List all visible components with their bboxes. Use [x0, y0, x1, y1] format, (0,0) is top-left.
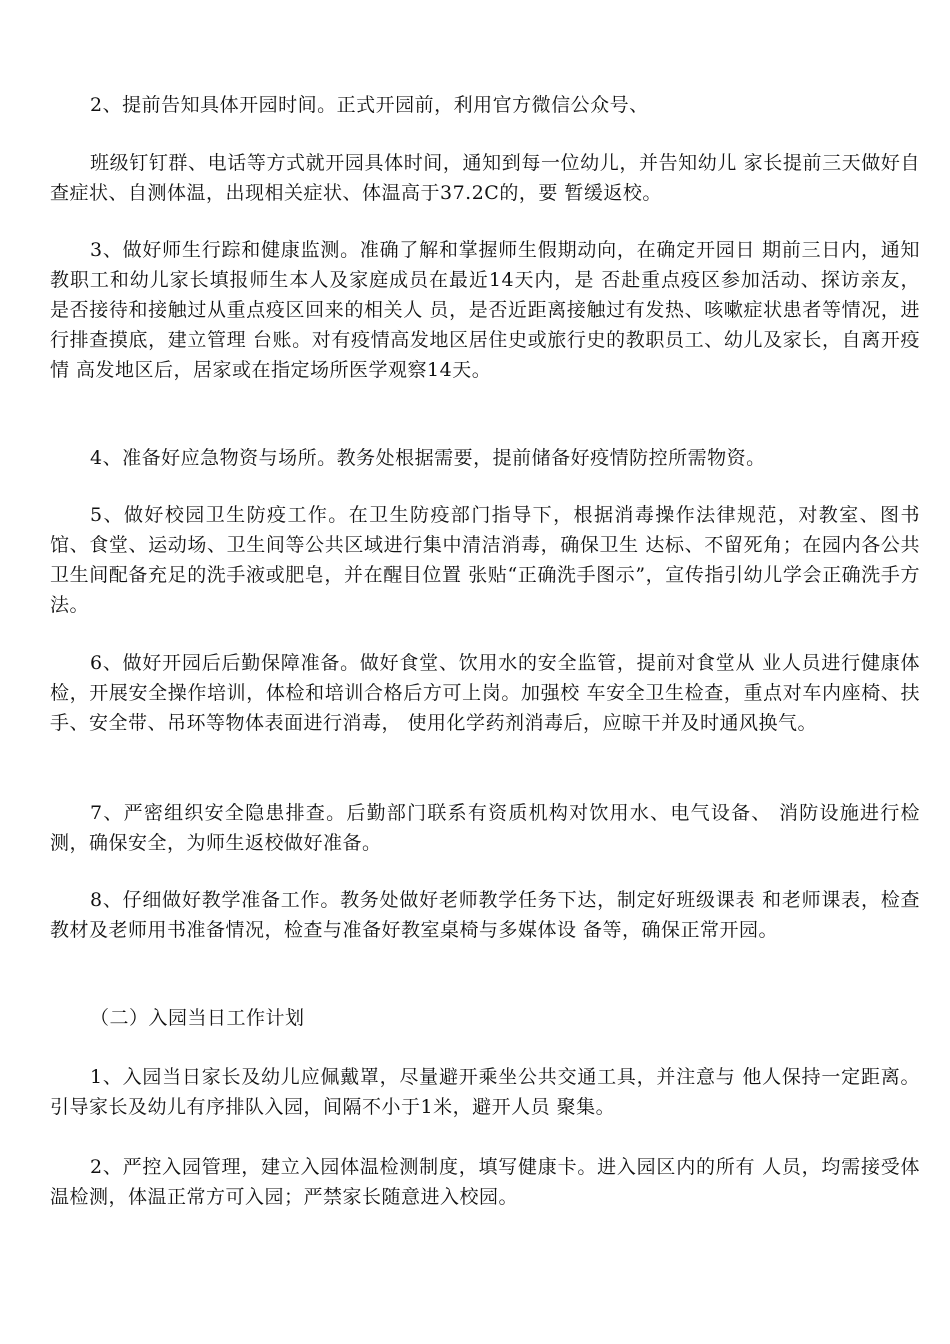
- paragraph-item-2-continued: 班级钉钉群、电话等方式就开园具体时间，通知到每一位幼儿，并告知幼儿 家长提前三天做好自查症状、自测体温，出现相关症状、体温高于37.2C的，要 暂缓返校。: [50, 152, 920, 204]
- section-heading-entry-day: （二）入园当日工作计划: [90, 1007, 305, 1029]
- paragraph-item-4: 4、准备好应急物资与场所。教务处根据需要，提前储备好疫情防控所需物资。: [90, 447, 766, 469]
- paragraph-item-8: 8、仔细做好教学准备工作。教务处做好老师教学任务下达，制定好班级课表 和老师课表，检查教材及老师用书准备情况，检查与准备好教室桌椅与多媒体设 备等，确保正常开园。: [50, 889, 920, 941]
- paragraph-item-6: 6、做好开园后后勤保障准备。做好食堂、饮用水的安全监管，提前对食堂从 业人员进行健康体检，开展安全操作培训，体检和培训合格后方可上岗。加强校 车安全卫生检查，重点对车内座椅、扶手、安全带、吊环等物体表面进行消毒， 使用化学药剂消毒后，应晾干并及时通风换气。: [50, 652, 920, 734]
- paragraph-item-5: 5、做好校园卫生防疫工作。在卫生防疫部门指导下，根据消毒操作法律规范，对教室、图书馆、食堂、运动场、卫生间等公共区域进行集中清洁消毒，确保卫生 达标、不留死角；在园内各公共卫生间配备充足的洗手液或肥皂，并在醒目位置 张贴“正确洗手图示”，宣传指引幼儿学会正确洗手方法。: [50, 504, 920, 616]
- paragraph-entry-item-2: 2、严控入园管理，建立入园体温检测制度，填写健康卡。进入园区内的所有 人员，均需接受体温检测，体温正常方可入园；严禁家长随意进入校园。: [50, 1156, 920, 1208]
- paragraph-item-2: 2、提前告知具体开园时间。正式开园前，利用官方微信公众号、: [90, 94, 649, 116]
- paragraph-item-3: 3、做好师生行踪和健康监测。准确了解和掌握师生假期动向，在确定开园日 期前三日内，通知教职工和幼儿家长填报师生本人及家庭成员在最近14天内，是 否赴重点疫区参加活动、探访亲友，是否接待和接触过从重点疫区回来的相关人 员，是否近距离接触过有发热、咳嗽症状患者等情况，进行排查摸底，建立管理 台账。对有疫情高发地区居住史或旅行史的教职员工、幼儿及家长，自离开疫情 高发地区后，居家或在指定场所医学观察14天。: [50, 239, 920, 381]
- paragraph-entry-item-1: 1、入园当日家长及幼儿应佩戴罩，尽量避开乘坐公共交通工具，并注意与 他人保持一定距离。引导家长及幼儿有序排队入园，间隔不小于1米，避开人员 聚集。: [50, 1066, 920, 1118]
- paragraph-item-7: 7、严密组织安全隐患排查。后勤部门联系有资质机构对饮用水、电气设备、 消防设施进行检测，确保安全，为师生返校做好准备。: [50, 802, 920, 854]
